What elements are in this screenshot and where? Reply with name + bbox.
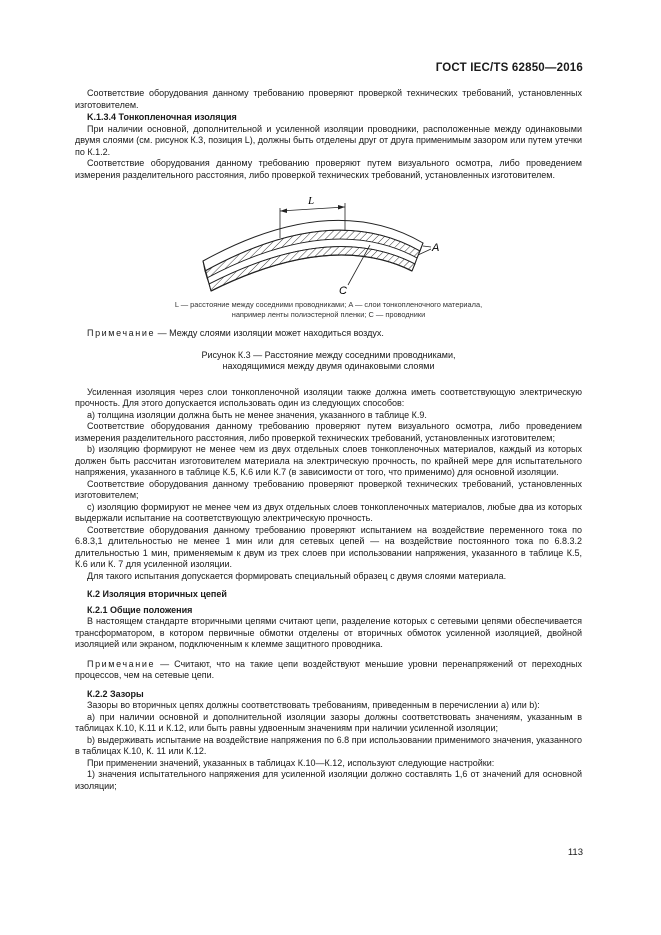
page-content	[75, 88, 582, 792]
paragraph: При применении значений, указанных в таблицах К.10—К.12, используют следующие настройки:	[87, 757, 495, 768]
note	[75, 659, 582, 682]
figure-legend: L — расстояние между соседними проводниками; A — слои тонкопленочного материала,	[174, 300, 483, 309]
list-item: 1) значения испытательного напряжения для усиленной изоляции должно составлять 1,6 от значений для основной изоляции;	[75, 769, 582, 791]
subsection-heading: К.2.2 Зазоры	[87, 688, 144, 699]
list-item: а) при наличии основной и дополнительной изоляции зазоры должны соответствовать значениям, указанным в таблицах К.10, К.11 и К.12, или быть равны удвоенным значениям при наличии усиленной изоляции;	[75, 711, 582, 733]
figure-legend: например ленты полиэстерной пленки; С — проводники	[231, 310, 426, 319]
note-label: Примечание	[87, 658, 156, 669]
list-item: b) изоляцию формируют не менее чем из двух отдельных слоев тонкопленочных материалов, каждый из которых должен быть рассчитан изготовителем материала на электрическую прочность, по крайней мере для испытательного напряжения, указанного в таблице К.5, К.6 или К.7 (в зависимости от того, что применимо) для основной изоляции.	[75, 444, 582, 477]
note-label: Примечание	[87, 328, 156, 338]
section-heading: К.2 Изоляция вторичных цепей	[87, 589, 227, 599]
subsection-heading: К.2.1 Общие положения	[87, 604, 193, 615]
insulation-layers-diagram	[75, 185, 582, 300]
figure-note	[75, 328, 582, 340]
paragraph: Соответствие оборудования данному требованию проверяют испытанием на воздействие переменного тока по 6.8.3,1 длительностью не менее 1 мин или для сетевых цепей — на воздействие постоянного тока по 6.8.3.2 длительностью 1 мин, применяемым к двум из трех слоев при использовании напряжения, указанного в таблице К.5, К.6 или К. 7 для усиленной изоляции.	[75, 524, 582, 569]
list-item: a) толщина изоляции должна быть не менее значения, указанного в таблице К.9.	[87, 409, 427, 420]
paragraph: Соответствие оборудования данному требованию проверяют путем визуального осмотра, либо проведением измерения разделительного расстояния, либо проверкой технических требований, установленных изготовителем.	[75, 158, 582, 180]
caption-line: находящимися между двумя одинаковыми слоями	[222, 361, 435, 371]
paragraph: Для такого испытания допускается формировать специальный образец с двумя слоями материала.	[87, 570, 507, 581]
paragraph: Усиленная изоляция через слои тонкопленочной изоляции также должна иметь соответствующую электрическую прочность. Для этого допускается использовать один из следующих способов:	[75, 386, 582, 408]
note-text: — Считают, что на такие цепи воздействуют меньшие уровни перенапряжений от переходных процессов, чем на сетевые цепи.	[75, 658, 582, 680]
list-item: c) изоляцию формируют не менее чем из двух отдельных слоев тонкопленочных материалов, любые два из которых выдержали испытание на соответствующую электрическую прочность.	[75, 501, 582, 523]
paragraph: При наличии основной, дополнительной и усиленной изоляции проводники, расположенные между одинаковыми двумя слоями (см. рисунок К.3, позиция L), должны быть отделены друг от друга применимым зазором или путем утечки по К.1.2.	[75, 123, 582, 157]
paragraph: В настоящем стандарте вторичными цепями считают цепи, разделение которых с сетевыми цепями обеспечивается трансформатором, в котором первичные обмотки отделены от вторичных обмоток усиленной изоляцией, двойной изоляцией или экраном, подключенным к клемме защитного проводника.	[75, 616, 582, 649]
figure-caption	[75, 350, 582, 373]
figure-label-c: C	[339, 285, 347, 297]
paragraph: Соответствие оборудования данному требованию проверяют путем визуального осмотра, либо проведением измерения разделительного расстояния, либо проверкой технических требований, установленных изготовителем;	[75, 421, 582, 443]
figure-k3	[75, 185, 582, 300]
paragraph: Соответствие оборудования данному требованию проверяют проверкой технических требований, установленных изготовителем.	[75, 88, 582, 110]
section-heading: K.1.3.4 Тонкопленочная изоляция	[87, 112, 237, 122]
figure-label-a: A	[432, 242, 440, 254]
list-item: b) выдерживать испытание на воздействие напряжения по 6.8 при использовании применимого значения, указанного в таблицах К.10, К. 11 или К.12.	[75, 734, 582, 756]
standard-code: ГОСТ IEC/TS 62850—2016	[435, 62, 583, 74]
figure-label-l: L	[308, 195, 315, 207]
paragraph: Соответствие оборудования данному требованию проверяют проверкой технических требований, установленных изготовителем;	[75, 478, 582, 500]
note-text: — Между слоями изоляции может находиться воздух.	[155, 328, 384, 338]
caption-line: Рисунок К.3 — Расстояние между соседними проводниками,	[201, 349, 456, 360]
paragraph: Зазоры во вторичных цепях должны соответствовать требованиям, приведенным в перечислении а) или b):	[87, 700, 540, 710]
page-number: 113	[567, 847, 583, 858]
